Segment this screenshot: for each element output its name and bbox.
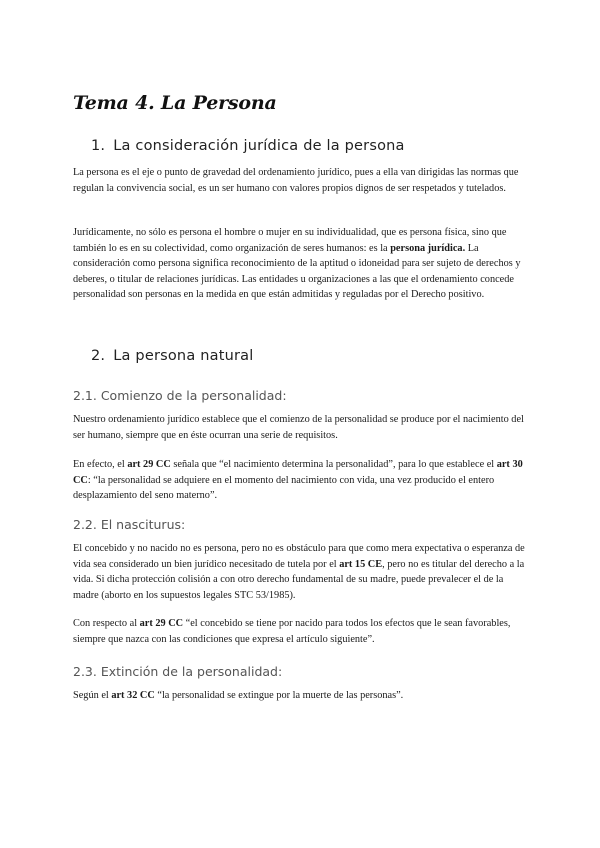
paragraph-text: Según el [73,690,112,701]
subsection-2-3-paragraph-1 [73,688,529,704]
legal-reference: art 29 CC [139,618,184,629]
subsection-2-1-heading: 2.1. Comienzo de la personalidad: [73,388,287,403]
subsection-2-1-paragraph-2 [73,457,529,504]
paragraph-text: , pero no es titular del derecho a la vida. Si dicha protección colisión a con otro derecho fundamental de su madre, puede prevalecer el de la madre (aborto en los supuestos legales STC 53/1985). [73,558,525,601]
subsection-2-2-heading: 2.2. El nasciturus: [73,517,186,532]
subsection-2-2-paragraph-1 [73,541,529,603]
paragraph-text: Jurídicamente, no sólo es persona el hombre o mujer en su individualidad, que es persona física, sino que también lo es en su colectividad, como organización de seres humanos: es la [73,227,507,254]
paragraph-text: “la personalidad se extingue por la muerte de las personas”. [154,690,404,701]
section-1-paragraph-1: La persona es el eje o punto de gravedad del ordenamiento jurídico, pues a ella van dirigidas las normas que regulan la convivencia social, es un ser humano con valores propios dignos de ser respetados y tutelados. [73,167,519,194]
subsection-2-2-paragraph-2 [73,616,529,647]
paragraph-text: : “la personalidad se adquiere en el momento del nacimiento con vida, una vez producido el entero desplazamiento del seno materno”. [73,474,495,501]
subsection-2-1-paragraph-1: Nuestro ordenamiento jurídico establece que el comienzo de la personalidad se produce por el nacimiento del ser humano, siempre que en éste ocurran una serie de requisitos. [73,414,524,441]
section-1-heading-text: La consideración jurídica de la persona [113,138,405,154]
legal-reference: art 29 CC [127,459,171,470]
document-title: Tema 4. La Persona [73,92,277,114]
paragraph-text: Con respecto al [73,618,140,629]
paragraph-text: “el concebido se tiene por nacido para todos los efectos que le sean favorables, siempre que nazca con las condiciones que expresa el artículo siguiente”. [73,618,511,645]
paragraph-text: El concebido y no nacido no es persona, pero no es obstáculo para que como mera expectativa o esperanza de vida sea considerado un bien jurídico necesitado de tutela por el [73,543,525,570]
legal-reference: art 32 CC [111,690,155,701]
legal-reference: art 15 CE [339,558,383,570]
section-1-heading [91,138,405,154]
section-2-number: 2. [91,348,106,364]
section-2-heading-text: La persona natural [113,348,254,364]
section-2-heading [91,348,253,364]
paragraph-text: En efecto, el [73,459,128,470]
legal-reference: art 30 CC [73,459,523,486]
subsection-2-3-heading: 2.3. Extinción de la personalidad: [73,664,283,679]
paragraph-text: La consideración como persona significa reconocimiento de la aptitud o idoneidad para ser sujeto de derechos y deberes, o titular de relaciones jurídicas. Las entidades u organizaciones a las que el ordenamiento concede personalidad son personas en la medida en que están admitidas y reguladas por el Derecho positivo. [73,242,521,300]
section-1-paragraph-2 [73,225,529,303]
section-1-number: 1. [91,138,106,154]
paragraph-text: señala que “el nacimiento determina la personalidad”, para lo que establece el [170,459,497,470]
persona-juridica-term: persona jurídica. [390,242,466,254]
